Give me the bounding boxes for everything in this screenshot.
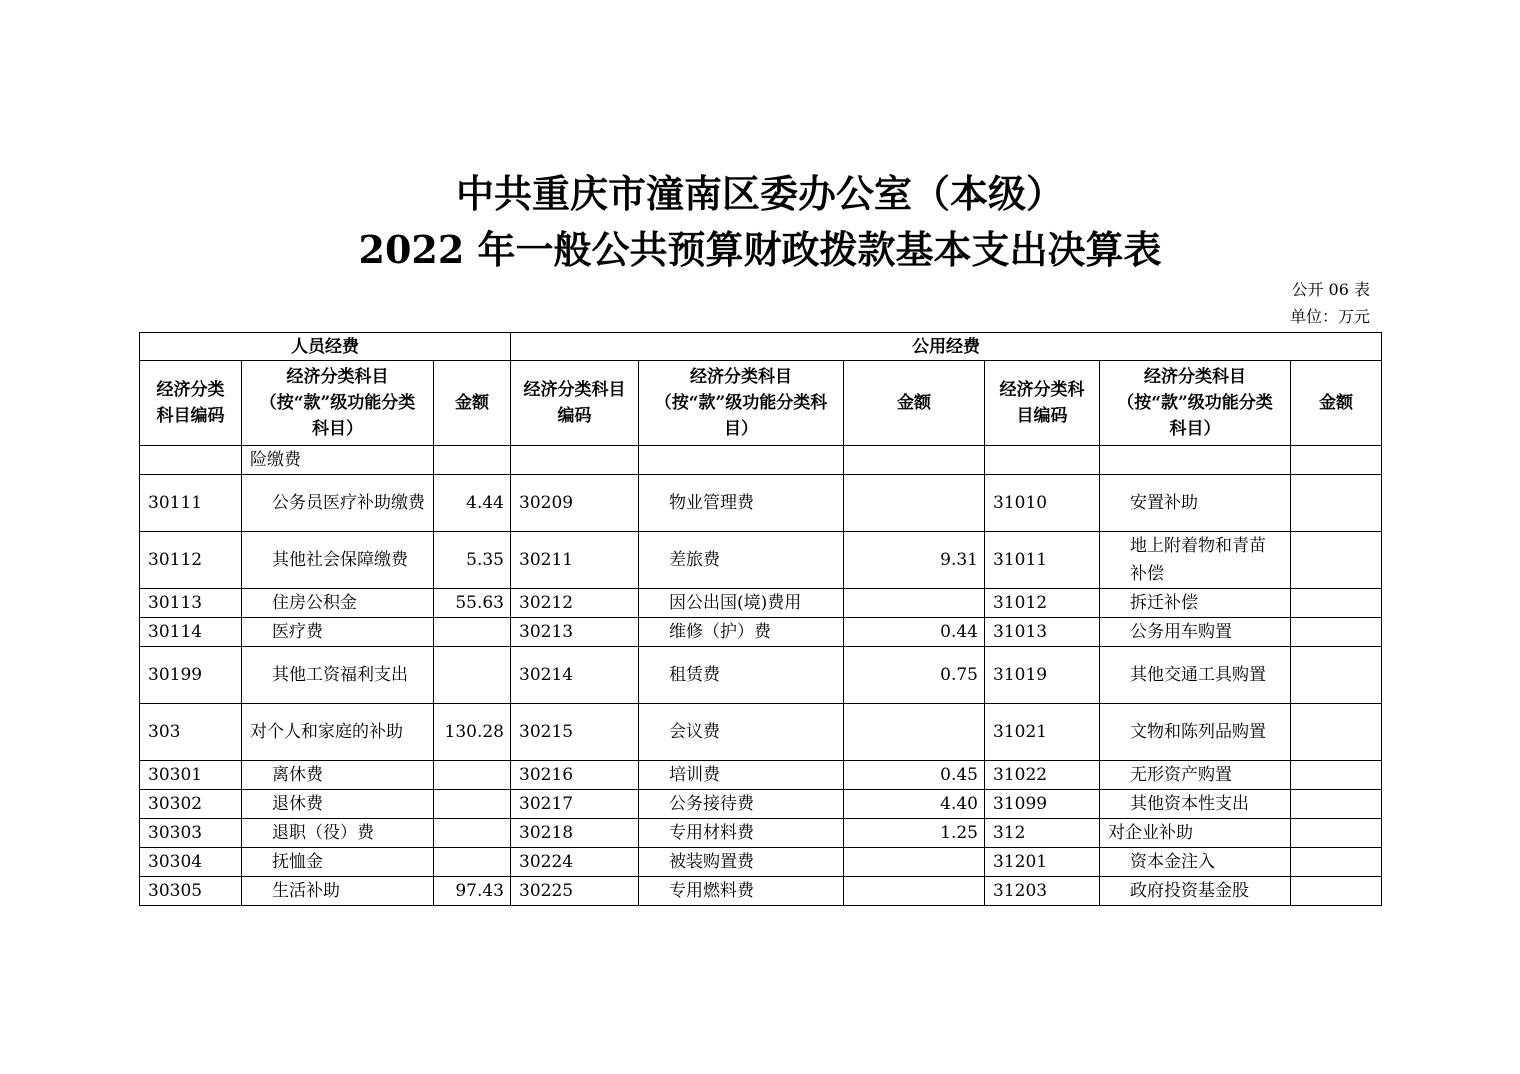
name-cell: 安置补助 <box>1100 475 1291 532</box>
amount-cell <box>844 589 985 618</box>
amount-cell <box>1291 819 1382 848</box>
name-cell: 公务员医疗补助缴费 <box>242 475 434 532</box>
code-cell: 30199 <box>140 647 242 704</box>
name-cell: 退休费 <box>242 790 434 819</box>
table-row <box>140 848 1382 877</box>
amount-cell <box>1291 790 1382 819</box>
amount-cell: 4.44 <box>434 475 511 532</box>
code-cell: 30212 <box>511 589 639 618</box>
code-cell: 30112 <box>140 532 242 589</box>
code-cell: 31021 <box>985 704 1100 761</box>
name-cell: 维修（护）费 <box>639 618 844 647</box>
name-cell <box>639 446 844 475</box>
amount-cell: 55.63 <box>434 589 511 618</box>
name-cell: 离休费 <box>242 761 434 790</box>
table-row <box>140 647 1382 704</box>
code-cell: 30111 <box>140 475 242 532</box>
code-cell: 30303 <box>140 819 242 848</box>
name-cell <box>1100 446 1291 475</box>
code-cell: 30216 <box>511 761 639 790</box>
amount-cell: 4.40 <box>844 790 985 819</box>
table-row <box>140 618 1382 647</box>
amount-cell <box>434 446 511 475</box>
amount-cell <box>1291 532 1382 589</box>
amount-cell: 97.43 <box>434 877 511 906</box>
amount-cell <box>434 790 511 819</box>
code-cell: 30213 <box>511 618 639 647</box>
code-cell <box>511 446 639 475</box>
code-cell <box>140 446 242 475</box>
name-cell: 对个人和家庭的补助 <box>242 704 434 761</box>
code-cell: 30215 <box>511 704 639 761</box>
amount-cell <box>1291 647 1382 704</box>
name-cell: 租赁费 <box>639 647 844 704</box>
name-cell: 其他资本性支出 <box>1100 790 1291 819</box>
amount-cell <box>434 618 511 647</box>
group-header-personnel: 人员经费 <box>140 333 511 361</box>
name-cell: 其他交通工具购置 <box>1100 647 1291 704</box>
amount-cell <box>1291 761 1382 790</box>
code-cell: 30114 <box>140 618 242 647</box>
code-cell: 31011 <box>985 532 1100 589</box>
code-cell: 312 <box>985 819 1100 848</box>
unit-label: 单位：万元 <box>1289 307 1370 326</box>
code-cell <box>985 446 1100 475</box>
expenditure-table <box>139 332 1382 906</box>
table-row <box>140 446 1382 475</box>
name-cell: 文物和陈列品购置 <box>1100 704 1291 761</box>
code-cell: 30218 <box>511 819 639 848</box>
amount-cell <box>1291 848 1382 877</box>
code-cell: 31019 <box>985 647 1100 704</box>
amount-cell <box>844 877 985 906</box>
amount-cell <box>844 848 985 877</box>
table-row <box>140 532 1382 589</box>
amount-cell: 0.45 <box>844 761 985 790</box>
name-cell: 培训费 <box>639 761 844 790</box>
table-row <box>140 877 1382 906</box>
amount-cell <box>844 475 985 532</box>
col-header-name-c: 经济分类科目（按“款”级功能分类科目） <box>1100 361 1291 446</box>
col-header-amount-b: 金额 <box>844 361 985 446</box>
table-row <box>140 761 1382 790</box>
code-cell: 31203 <box>985 877 1100 906</box>
name-cell: 被装购置费 <box>639 848 844 877</box>
table-number: 公开 06 表 <box>1291 280 1370 299</box>
code-cell: 30304 <box>140 848 242 877</box>
code-cell: 30301 <box>140 761 242 790</box>
amount-cell <box>844 704 985 761</box>
amount-cell <box>1291 877 1382 906</box>
col-header-name-a: 经济分类科目（按“款”级功能分类科目） <box>242 361 434 446</box>
code-cell: 30211 <box>511 532 639 589</box>
name-cell: 险缴费 <box>242 446 434 475</box>
col-header-code-a: 经济分类科目编码 <box>140 361 242 446</box>
name-cell: 专用材料费 <box>639 819 844 848</box>
amount-cell <box>1291 704 1382 761</box>
col-header-amount-a: 金额 <box>434 361 511 446</box>
col-header-code-c: 经济分类科目编码 <box>985 361 1100 446</box>
amount-cell: 0.44 <box>844 618 985 647</box>
code-cell: 30302 <box>140 790 242 819</box>
amount-cell <box>434 819 511 848</box>
name-cell: 拆迁补偿 <box>1100 589 1291 618</box>
title-line-1: 中共重庆市潼南区委办公室（本级） <box>455 171 1064 216</box>
name-cell: 物业管理费 <box>639 475 844 532</box>
name-cell: 生活补助 <box>242 877 434 906</box>
table-row <box>140 704 1382 761</box>
table-row <box>140 819 1382 848</box>
code-cell: 30209 <box>511 475 639 532</box>
code-cell: 30214 <box>511 647 639 704</box>
code-cell: 31010 <box>985 475 1100 532</box>
code-cell: 31022 <box>985 761 1100 790</box>
group-header-public: 公用经费 <box>511 333 1382 361</box>
name-cell: 地上附着物和青苗补偿 <box>1100 532 1291 589</box>
col-header-code-b: 经济分类科目编码 <box>511 361 639 446</box>
amount-cell: 5.35 <box>434 532 511 589</box>
name-cell: 医疗费 <box>242 618 434 647</box>
amount-cell: 9.31 <box>844 532 985 589</box>
name-cell: 会议费 <box>639 704 844 761</box>
title-line-2: 2022 年一般公共预算财政拨款基本支出决算表 <box>358 227 1162 272</box>
name-cell: 差旅费 <box>639 532 844 589</box>
amount-cell <box>434 848 511 877</box>
amount-cell <box>434 647 511 704</box>
amount-cell: 1.25 <box>844 819 985 848</box>
code-cell: 30217 <box>511 790 639 819</box>
amount-cell: 0.75 <box>844 647 985 704</box>
table-row <box>140 790 1382 819</box>
amount-cell <box>1291 618 1382 647</box>
amount-cell: 130.28 <box>434 704 511 761</box>
col-header-amount-c: 金额 <box>1291 361 1382 446</box>
name-cell: 其他工资福利支出 <box>242 647 434 704</box>
name-cell: 政府投资基金股 <box>1100 877 1291 906</box>
amount-cell <box>844 446 985 475</box>
amount-cell <box>434 761 511 790</box>
amount-cell <box>1291 589 1382 618</box>
code-cell: 303 <box>140 704 242 761</box>
code-cell: 31012 <box>985 589 1100 618</box>
name-cell: 住房公积金 <box>242 589 434 618</box>
code-cell: 30225 <box>511 877 639 906</box>
amount-cell <box>1291 446 1382 475</box>
code-cell: 30305 <box>140 877 242 906</box>
name-cell: 因公出国(境)费用 <box>639 589 844 618</box>
code-cell: 30113 <box>140 589 242 618</box>
name-cell: 公务接待费 <box>639 790 844 819</box>
amount-cell <box>1291 475 1382 532</box>
code-cell: 31099 <box>985 790 1100 819</box>
name-cell: 公务用车购置 <box>1100 618 1291 647</box>
col-header-name-b: 经济分类科目（按“款”级功能分类科目） <box>639 361 844 446</box>
name-cell: 专用燃料费 <box>639 877 844 906</box>
table-row <box>140 589 1382 618</box>
code-cell: 31013 <box>985 618 1100 647</box>
table-row <box>140 475 1382 532</box>
name-cell: 退职（役）费 <box>242 819 434 848</box>
name-cell: 其他社会保障缴费 <box>242 532 434 589</box>
name-cell: 对企业补助 <box>1100 819 1291 848</box>
code-cell: 31201 <box>985 848 1100 877</box>
name-cell: 无形资产购置 <box>1100 761 1291 790</box>
name-cell: 抚恤金 <box>242 848 434 877</box>
code-cell: 30224 <box>511 848 639 877</box>
name-cell: 资本金注入 <box>1100 848 1291 877</box>
